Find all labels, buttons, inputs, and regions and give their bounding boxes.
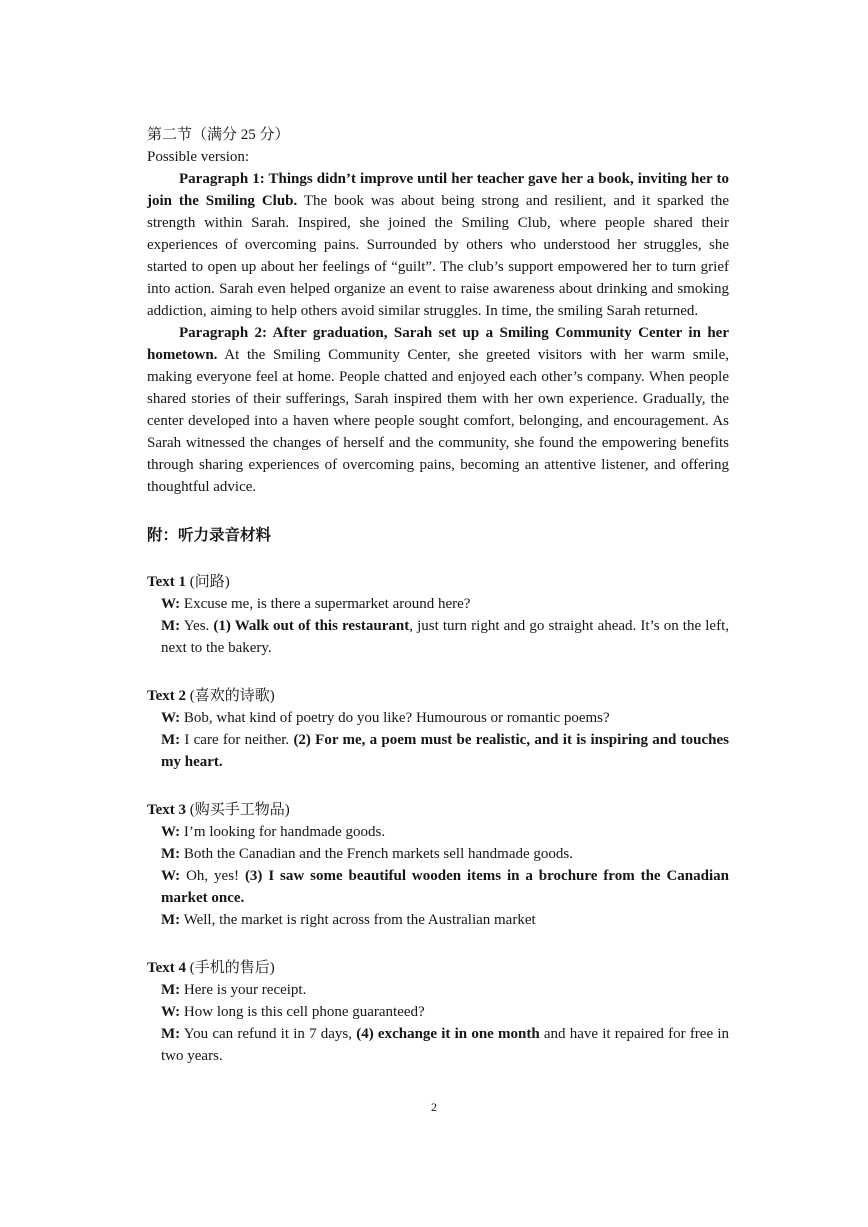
speaker-label: M: [161, 1026, 181, 1042]
page-content [147, 124, 729, 1067]
dialog-text: Here is your receipt. [180, 982, 307, 998]
dialog-text: Excuse me, is there a supermarket around here? [180, 596, 471, 612]
paragraph-1 [147, 168, 729, 322]
text-title-topic: (手机的售后) [186, 960, 275, 976]
dialog-line [161, 979, 729, 1001]
section-title: 第二节（满分 25 分） [147, 127, 290, 143]
dialog-text: Both the Canadian and the French markets sell handmade goods. [180, 846, 573, 862]
dialog-text: I care for neither. [180, 732, 294, 748]
possible-version-label: Possible version: [147, 149, 250, 165]
speaker-label: W: [161, 824, 181, 840]
answer-highlight: (4) exchange it in one month [356, 1026, 540, 1042]
dialog-text: Oh, yes! [180, 868, 245, 884]
dialog-text: Yes. [180, 618, 214, 634]
paragraph-2-heading: Paragraph 2: After graduation, Sarah set up a Smiling Community Center in her hometown. [147, 325, 729, 363]
dialog-text: , just turn right and go straight ahead. It’s on the left, next to the bakery. [161, 618, 729, 656]
text-4-title [147, 957, 729, 979]
dialog-line [161, 615, 729, 659]
dialog-text: Well, the market is right across from the Australian market [180, 912, 536, 928]
speaker-label: M: [161, 618, 181, 634]
paragraph-2 [147, 322, 729, 498]
text-1-dialog [147, 593, 729, 659]
dialog-text: How long is this cell phone guaranteed? [180, 1004, 425, 1020]
dialog-line [161, 593, 729, 615]
text-title-topic: (喜欢的诗歌) [186, 688, 275, 704]
dialog-text: and have it repaired for free in two years. [161, 1026, 729, 1064]
paragraph-2-body: At the Smiling Community Center, she greeted visitors with her warm smile, making everyone feel at home. People chatted and enjoyed each other’s company. When people shared stories of their sufferings, Sarah inspired them with her own experience. Gradually, the center developed into a haven where people sought comfort, belonging, and encouragement. As Sarah witnessed the changes of herself and the community, she found the empowering benefits through sharing experiences of overcoming pains, becoming an attentive listener, and offering thoughtful advice. [147, 347, 729, 495]
speaker-label: M: [161, 982, 181, 998]
speaker-label: W: [161, 868, 181, 884]
answer-highlight: (1) Walk out of this restaurant [213, 618, 410, 634]
speaker-label: W: [161, 596, 181, 612]
speaker-label: W: [161, 710, 181, 726]
appendix-title: 附：听力录音材料 [147, 527, 272, 544]
speaker-label: W: [161, 1004, 181, 1020]
text-3-title [147, 799, 729, 821]
speaker-label: M: [161, 732, 181, 748]
text-title-label: Text 1 [147, 574, 187, 590]
dialog-line [161, 843, 729, 865]
dialog-line [161, 821, 729, 843]
dialog-line [161, 865, 729, 909]
text-2-title [147, 685, 729, 707]
dialog-line [161, 909, 729, 931]
text-title-label: Text 2 [147, 688, 187, 704]
dialog-text: You can refund it in 7 days, [180, 1026, 357, 1042]
text-1-title [147, 571, 729, 593]
dialog-line [161, 729, 729, 773]
text-title-label: Text 3 [147, 802, 187, 818]
text-3-dialog [147, 821, 729, 931]
text-2-dialog [147, 707, 729, 773]
listening-texts [147, 571, 729, 1067]
speaker-label: M: [161, 846, 181, 862]
dialog-text: I’m looking for handmade goods. [180, 824, 386, 840]
text-title-topic: (购买手工物品) [186, 802, 290, 818]
dialog-line [161, 1023, 729, 1067]
paragraph-1-heading: Paragraph 1: Things didn’t improve until her teacher gave her a book, inviting her to join the Smiling Club. [147, 171, 729, 209]
paragraph-1-body: The book was about being strong and resilient, and it sparked the strength within Sarah. Inspired, she joined the Smiling Club, where people shared their experiences of overcoming pains. Surrounded by others who understood her struggles, she started to open up about her feelings of “guilt”. The club’s support empowered her to turn grief into action. Sarah even helped organize an event to raise awareness about drinking and smoking addiction, aiming to help others avoid similar struggles. In time, the smiling Sarah returned. [147, 193, 729, 319]
dialog-line [161, 707, 729, 729]
text-title-topic: (问路) [186, 574, 230, 590]
dialog-text: Bob, what kind of poetry do you like? Humourous or romantic poems? [180, 710, 610, 726]
text-4-dialog [147, 979, 729, 1067]
answer-highlight: (3) I saw some beautiful wooden items in a brochure from the Canadian market once. [161, 868, 729, 906]
page-number: 2 [431, 1100, 437, 1114]
speaker-label: M: [161, 912, 181, 928]
dialog-line [161, 1001, 729, 1023]
answer-highlight: (2) For me, a poem must be realistic, and it is inspiring and touches my heart. [161, 732, 729, 770]
text-title-label: Text 4 [147, 960, 187, 976]
